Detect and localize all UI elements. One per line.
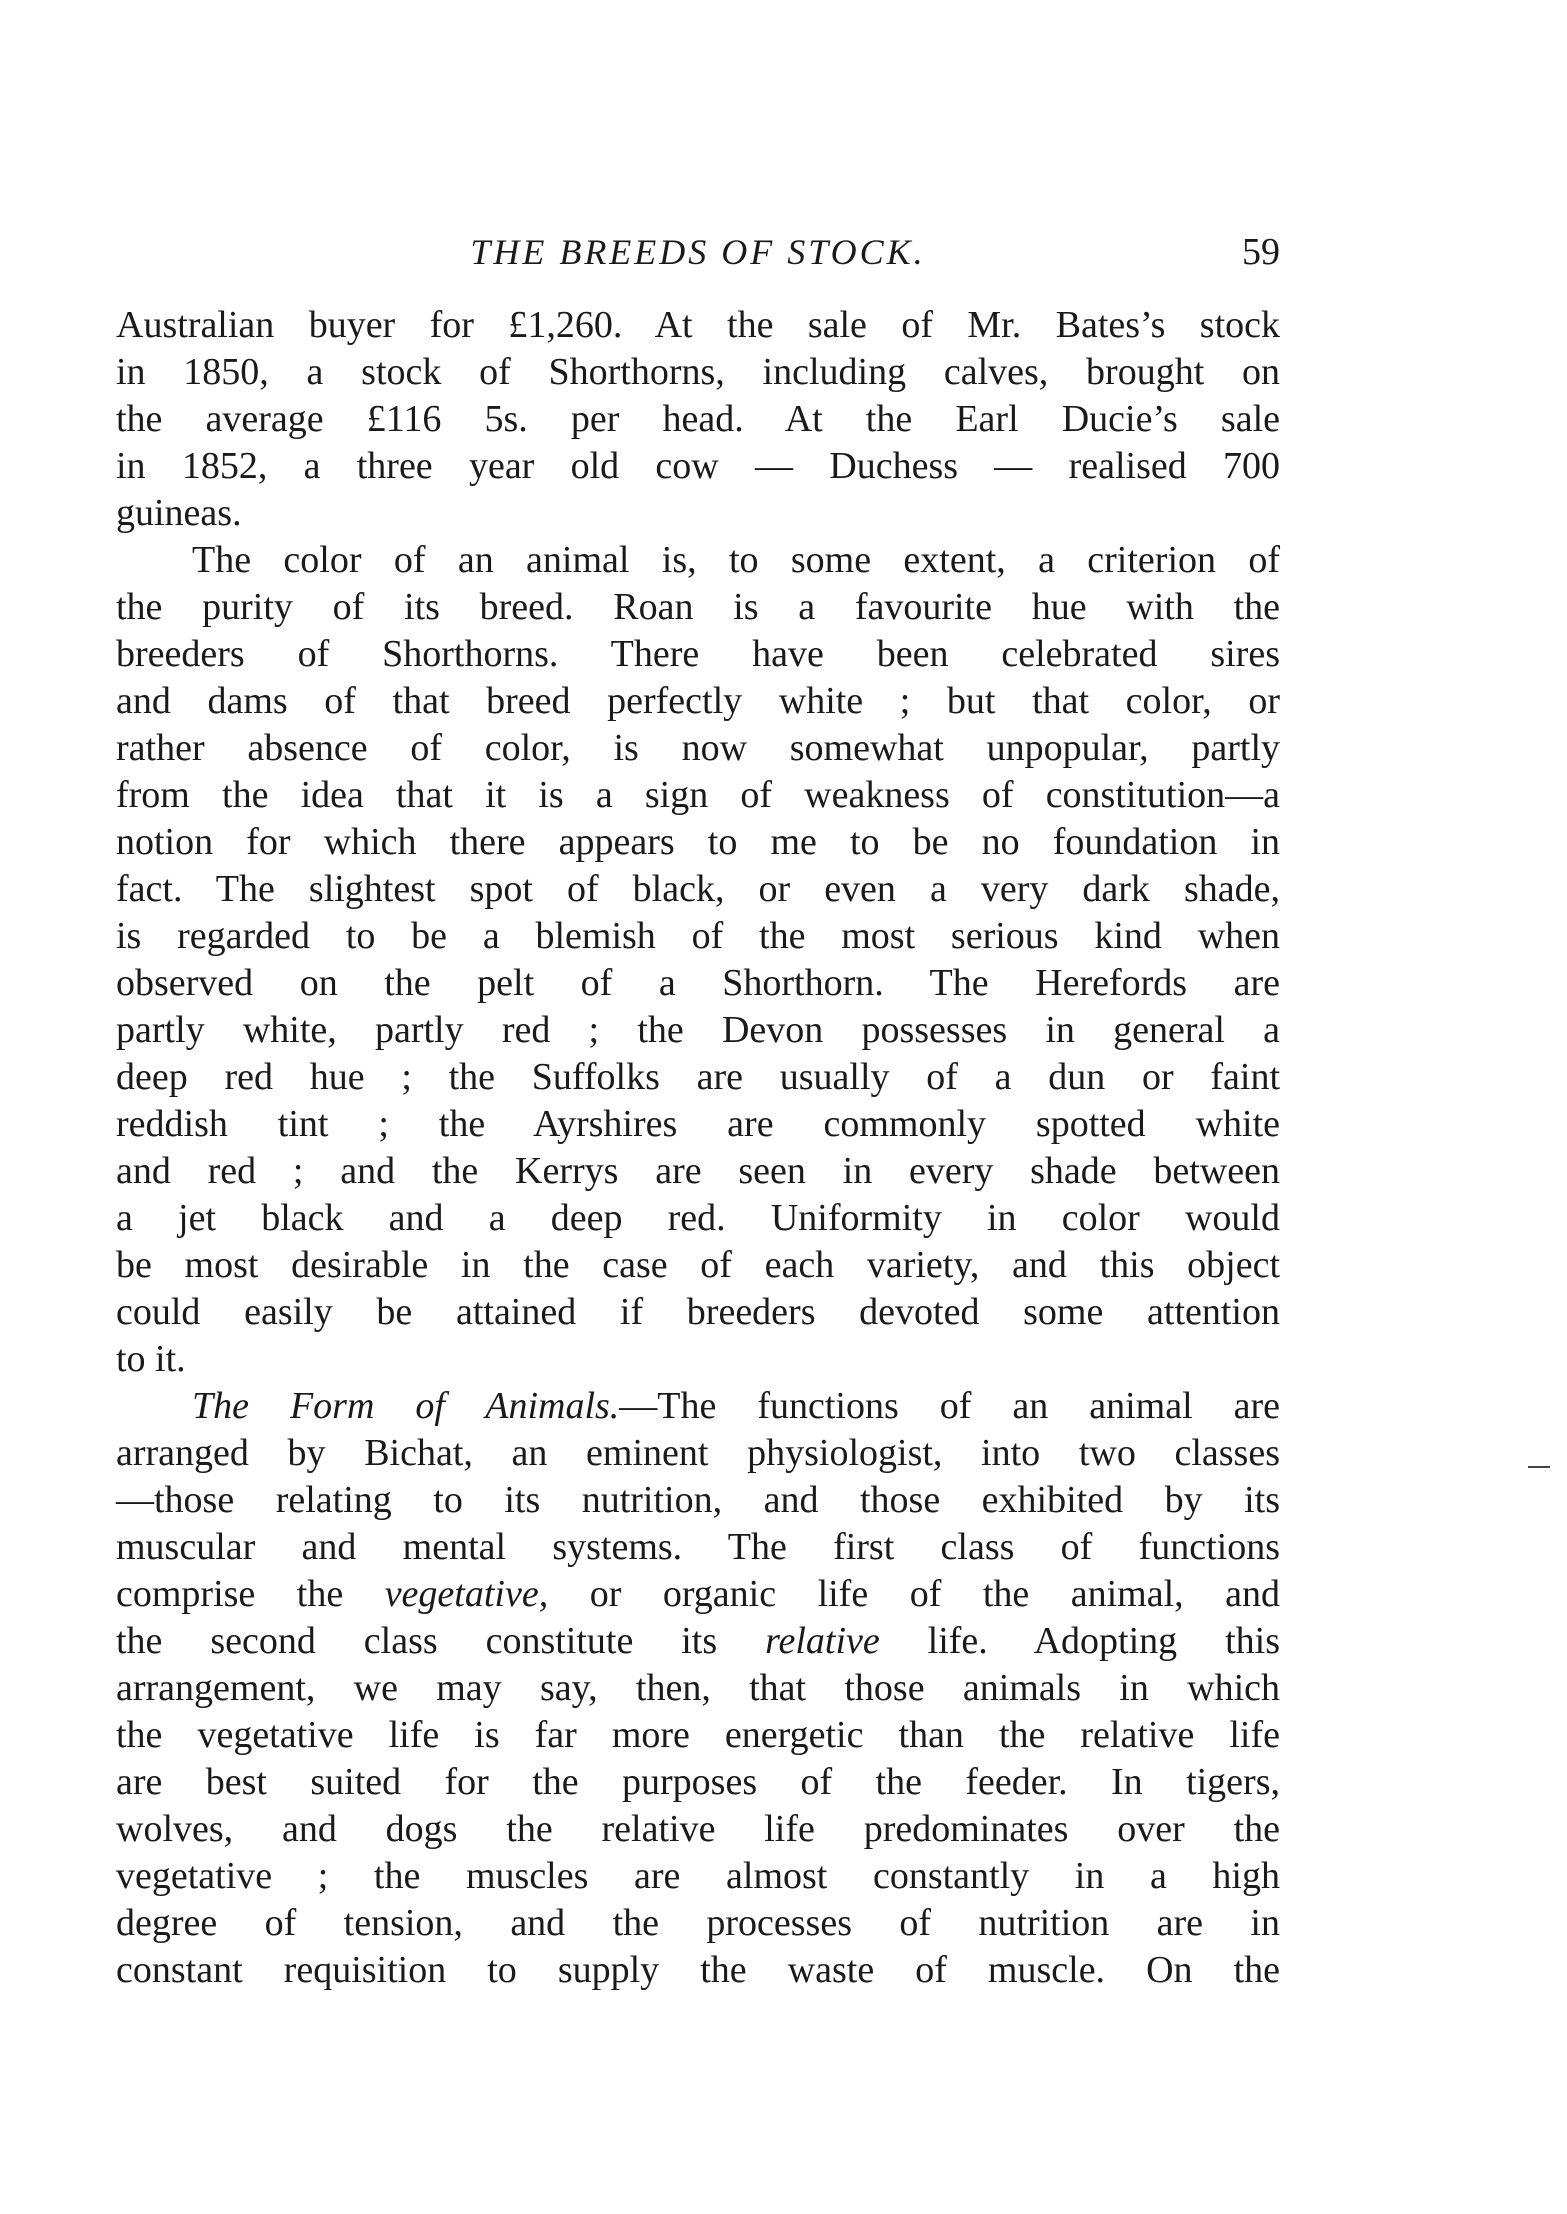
text-line: observed on the pelt of a Shorthorn. The Herefords are [116, 962, 1280, 1004]
text-line: constant requisition to supply the waste of muscle. On the [116, 1949, 1280, 1991]
italic-term: relative [765, 1620, 880, 1662]
page-number: 59 [1242, 231, 1280, 273]
text-run: or organic life of the animal, and [548, 1573, 1280, 1615]
text-line [116, 1571, 1280, 1618]
text-run: —The functions of an animal are [619, 1385, 1280, 1427]
text-line: partly white, partly red ; the Devon possesses in general a [116, 1009, 1280, 1051]
section-heading: The Form of Animals. [192, 1385, 620, 1427]
text-line: breeders of Shorthorns. There have been celebrated sires [116, 633, 1280, 675]
text-line: and red ; and the Kerrys are seen in every shade between [116, 1150, 1280, 1192]
text-line: The color of an animal is, to some extent, a criterion of [192, 539, 1280, 581]
text-line: notion for which there appears to me to be no foundation in [116, 821, 1280, 863]
italic-term: vegetative, [384, 1573, 549, 1615]
text-line: in 1852, a three year old cow — Duchess — realised 700 [116, 445, 1280, 487]
text-line: wolves, and dogs the relative life predominates over the [116, 1808, 1280, 1850]
text-line: fact. The slightest spot of black, or even a very dark shade, [116, 868, 1280, 910]
text-line: deep red hue ; the Suffolks are usually of a dun or faint [116, 1056, 1280, 1098]
text-line: arrangement, we may say, then, that those animals in which [116, 1667, 1280, 1709]
text-line: the average £116 5s. per head. At the Earl Ducie’s sale [116, 398, 1280, 440]
text-line: degree of tension, and the processes of nutrition are in [116, 1902, 1280, 1944]
paragraph-form-of-animals [116, 1383, 1280, 1994]
text-line: be most desirable in the case of each variety, and this object [116, 1244, 1280, 1286]
text-line: —those relating to its nutrition, and those exhibited by its [116, 1479, 1280, 1521]
text-line: is regarded to be a blemish of the most serious kind when [116, 915, 1280, 957]
text-line: muscular and mental systems. The first class of functions [116, 1526, 1280, 1568]
text-line: guineas. [116, 492, 242, 534]
text-run: comprise the [116, 1573, 385, 1615]
paragraph-color [116, 537, 1280, 1383]
text-line [116, 1618, 1280, 1665]
paragraph-sale-prices [116, 302, 1280, 537]
text-line: arranged by Bichat, an eminent physiologist, into two classes [116, 1432, 1280, 1474]
text-line: a jet black and a deep red. Uniformity in color would [116, 1197, 1280, 1239]
running-head [116, 228, 1280, 288]
text-line: the vegetative life is far more energetic than the relative life [116, 1714, 1280, 1756]
text-line [116, 1383, 1280, 1430]
body-text [116, 302, 1280, 1994]
text-line: reddish tint ; the Ayrshires are commonly spotted white [116, 1103, 1280, 1145]
text-run: life. Adopting this [879, 1620, 1280, 1662]
text-line: vegetative ; the muscles are almost constantly in a high [116, 1855, 1280, 1897]
text-line: rather absence of color, is now somewhat unpopular, partly [116, 727, 1280, 769]
text-line: and dams of that breed perfectly white ; but that color, or [116, 680, 1280, 722]
text-line: Australian buyer for £1,260. At the sale of Mr. Bates’s stock [116, 304, 1280, 346]
text-run: the second class constitute its [116, 1620, 766, 1662]
text-line: are best suited for the purposes of the feeder. In tigers, [116, 1761, 1280, 1803]
margin-dash-mark [1528, 1466, 1550, 1468]
running-title: THE BREEDS OF STOCK. [470, 232, 926, 272]
text-line: from the idea that it is a sign of weakness of constitution—a [116, 774, 1280, 816]
text-line: the purity of its breed. Roan is a favourite hue with the [116, 586, 1280, 628]
text-line: in 1850, a stock of Shorthorns, including calves, brought on [116, 351, 1280, 393]
text-line: to it. [116, 1338, 186, 1380]
text-line: could easily be attained if breeders devoted some attention [116, 1291, 1280, 1333]
